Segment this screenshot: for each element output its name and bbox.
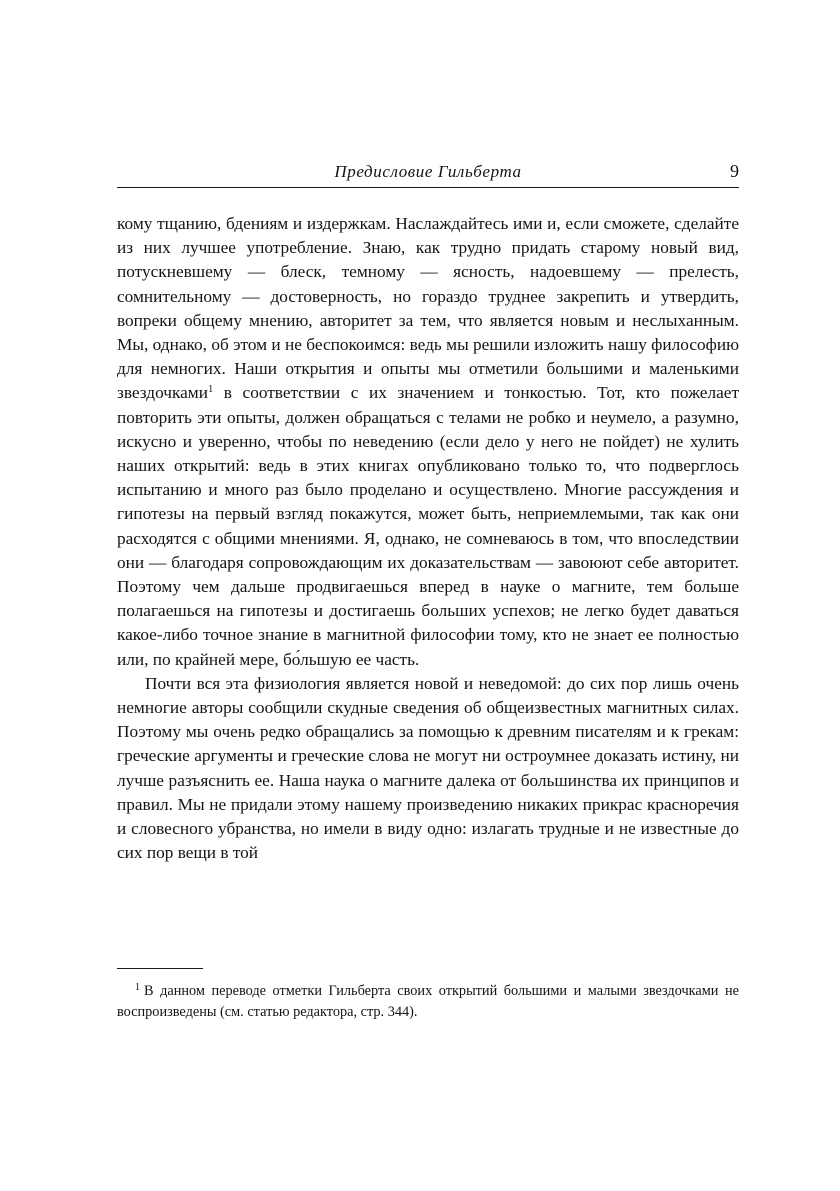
page-number: 9 (730, 161, 739, 181)
paragraph-1-text-start: кому тщанию, бдениям и издержкам. Наслаждайтесь ими и, если сможете, сделайте из них лучшее употребление. Знаю, как трудно придать старому новый вид, потускневшему — блеск, темному — ясность, надоевшему — прелесть, сомнительному — достоверность, но гораздо труднее закрепить и утвердить, вопреки общему мнению, авторитет за тем, что является новым и неслыханным. Мы, однако, об этом и не беспокоимся: ведь мы решили изложить нашу философию для немногих. Наши открытия и опыты мы отметили большими и маленькими звездочками (117, 214, 739, 403)
footnote-text: В данном переводе отметки Гильберта своих открытий большими и малыми звездочками не воспроизведены (см. статью редактора, стр. 344). (117, 983, 739, 1020)
header-rule (117, 187, 739, 188)
footnote-number: 1 (135, 982, 140, 993)
running-header-title: Предисловие Гильберта (334, 162, 522, 181)
body-text (117, 212, 739, 865)
footnote-reference: 1 (207, 384, 214, 396)
paragraph-2: Почти вся эта физиология является новой и неведомой: до сих пор лишь очень немногие авторы сообщили скудные сведения об общеизвестных магнитных силах. Поэтому мы очень редко обращались за помощью к древним писателям и к грекам: греческие аргументы и греческие слова не могут ни остроумнее доказать истину, ни лучше разъяснить ее. Наша наука о магните далека от большинства их принципов и правил. Мы не придали этому нашему произведению никаких прикрас красноречия и словесного убранства, но имели в виду одно: излагать трудные и не известные до сих пор вещи в той (117, 673, 739, 863)
footnote-rule (117, 968, 203, 969)
paragraph-1 (117, 212, 739, 672)
footnote (117, 981, 739, 1023)
paragraph-1-text-end: в соответствии с их значением и тонкостью. Тот, кто пожелает повторить эти опыты, должен обращаться с телами не робко и неумело, а разумно, искусно и уверенно, чтобы по неведению (если дело у него не пойдет) не хулить наших открытий: ведь в этих книгах опубликовано только то, что подверглось испытанию и много раз было проделано и осуществлено. Многие рассуждения и гипотезы на первый взгляд покажутся, может быть, неприемлемыми, так как они расходятся с общими мнениями. Я, однако, не сомневаюсь в том, что впоследствии они — благодаря сопровождающим их доказательствам — завоюют себе авторитет. Поэтому чем дальше продвигаешься вперед в науке о магните, тем больше полагаешься на гипотезы и достигаешь больших успехов; не легко будет даваться какое-либо точное знание в магнитной философии тому, кто не знает ее полностью или, по крайней мере, бо́льшую ее часть. (117, 383, 739, 669)
running-header (117, 160, 739, 188)
